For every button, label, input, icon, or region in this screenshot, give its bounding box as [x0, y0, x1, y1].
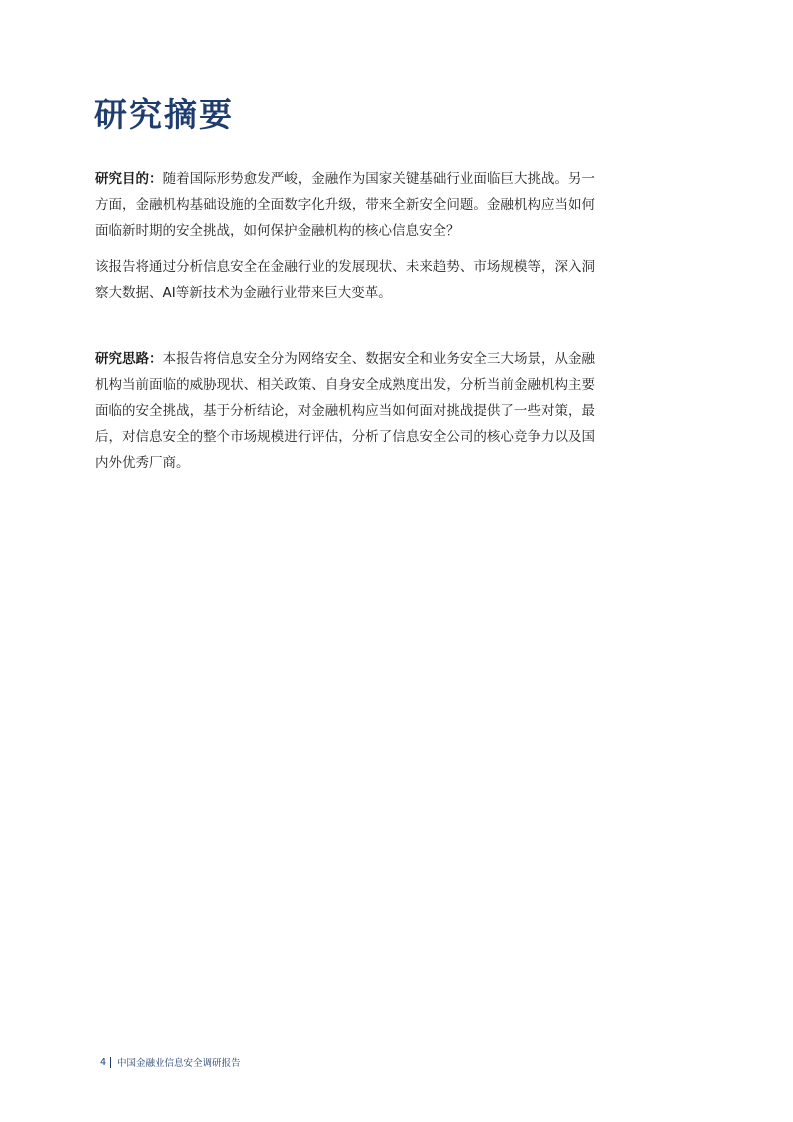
research-purpose-label: 研究目的： [95, 171, 163, 187]
page-title: 研究摘要 [94, 95, 234, 134]
research-approach-paragraph [95, 346, 595, 476]
report-overview-paragraph [95, 254, 595, 306]
page-footer [100, 1053, 241, 1071]
research-purpose-text: 随着国际形势愈发严峻，金融作为国家关键基础行业面临巨大挑战。另一方面，金融机构基础设施的全面数字化升级，带来全新安全问题。金融机构应当如何面临新时期的安全挑战，如何保护金融机构的核心信息安全？ [95, 171, 596, 239]
footer-report-title: 中国金融业信息安全调研报告 [117, 1058, 241, 1069]
report-overview-text: 该报告将通过分析信息安全在金融行业的发展现状、未来趋势、市场规模等，深入洞察大数据、AI等新技术为金融行业带来巨大变革。 [95, 259, 595, 301]
page-number: 4 [100, 1056, 107, 1068]
footer-divider [110, 1057, 111, 1068]
research-approach-label: 研究思路： [95, 351, 163, 367]
research-approach-text: 本报告将信息安全分为网络安全、数据安全和业务安全三大场景，从金融机构当前面临的威胁现状、相关政策、自身安全成熟度出发，分析当前金融机构主要面临的安全挑战，基于分析结论，对金融机构应当如何面对挑战提供了一些对策，最后，对信息安全的整个市场规模进行评估，分析了信息安全公司的核心竞争力以及国内外优秀厂商。 [95, 351, 596, 471]
research-purpose-paragraph [95, 166, 595, 244]
